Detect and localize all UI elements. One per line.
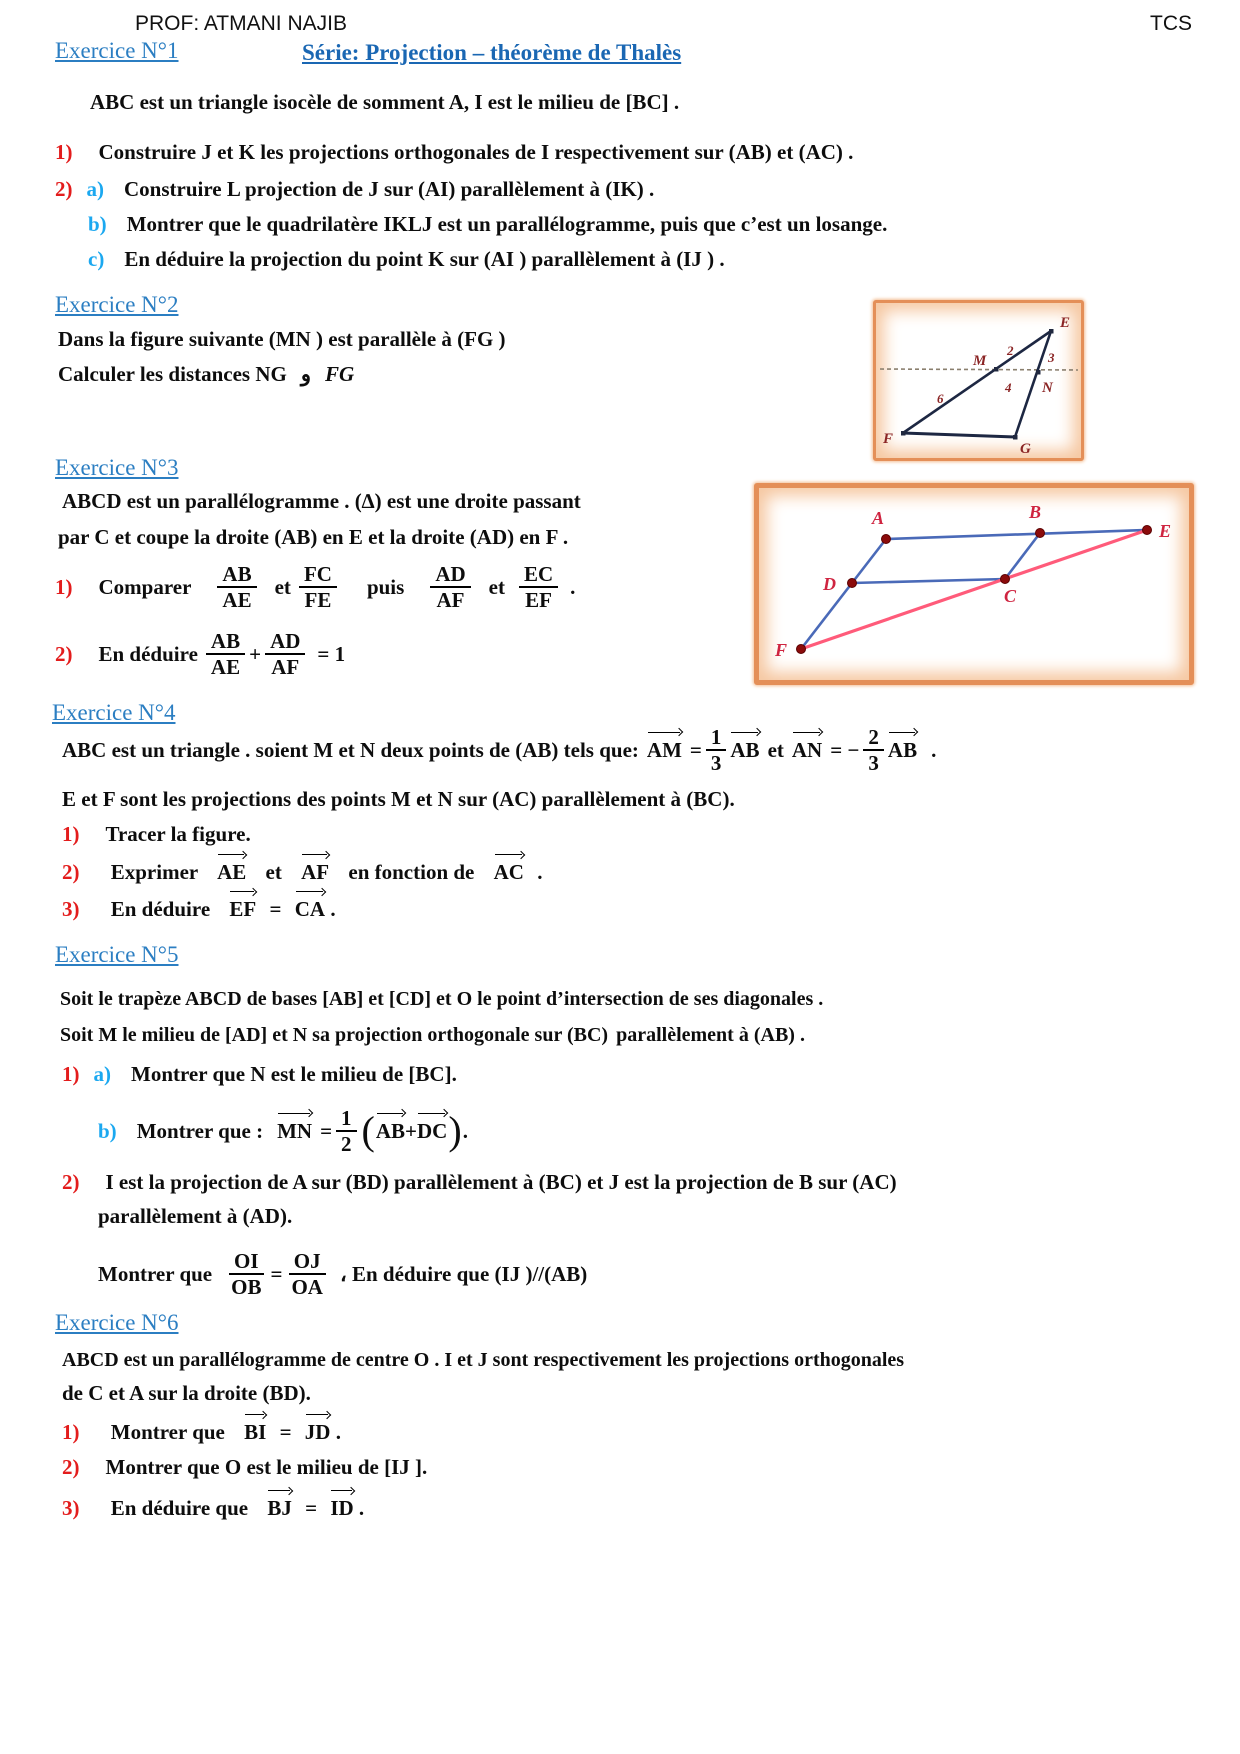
vector-DC: DC (417, 1118, 448, 1143)
ex3-q2-equals: = 1 (317, 641, 346, 666)
vector-AF: AF (301, 860, 330, 884)
ex1-question1 (55, 140, 853, 165)
ex3-parallelogram-figure (759, 488, 1189, 680)
ex3-q1-number: 1) (55, 574, 73, 599)
ex1-question2b (88, 212, 887, 237)
ex6-q3-dot: . (358, 1496, 365, 1520)
ex3-q1-label: Comparer (98, 574, 192, 599)
ex3-question2 (55, 623, 345, 685)
ex5-q3-post: ، En déduire que (IJ )//(AB) (339, 1261, 588, 1286)
ex6-q1-pre: Montrer que (110, 1420, 225, 1444)
ex4-q3-dot: . (330, 897, 336, 921)
fig2-dashed-line-MN (880, 369, 1078, 370)
ex4-q2-pre: Exprimer (110, 860, 198, 884)
ex2-line2-post: FG (325, 362, 355, 386)
ex6-q3-eq: = (305, 1496, 318, 1520)
ex4-intro2: E et F sont les projections des points M et N sur (AC) parallèlement à (BC). (62, 787, 735, 811)
fig3-label-C: C (1004, 586, 1017, 606)
ex2-triangle-figure (876, 303, 1081, 458)
fraction-AB-AE-2: $\frac{AB}{AE}$ (206, 629, 245, 679)
ex4-question1 (62, 822, 251, 847)
fraction-1-3: $\frac{1}{3}$ (706, 725, 727, 775)
fig2-point-N (1036, 370, 1041, 375)
ex5-q1a-text: Montrer que N est le milieu de [BC]. (131, 1062, 457, 1086)
exercise3-heading: Exercice N°3 (55, 455, 179, 480)
ex2-line2 (58, 362, 354, 387)
ex5-q2-number: 2) (62, 1170, 80, 1194)
fig2-side-FE (903, 331, 1051, 433)
ex5-q2-text1: I est la projection de A sur (BD) parallèlement à (BC) et J est la projection de B sur (AC) (105, 1170, 897, 1194)
ex3-q2-plus: + (249, 641, 262, 666)
fraction-EC-EF: $\frac{EC}{EF}$ (519, 562, 558, 612)
vector-JD: JD (304, 1420, 331, 1444)
fig2-point-M (994, 367, 999, 372)
ex5-question1b: b) Montrer que : MN = $\frac{1}{2}$ ( AB + DC ) . (98, 1105, 468, 1156)
fig2-length-MF: 6 (937, 391, 944, 406)
ex6-q3-pre: En déduire que (110, 1496, 249, 1520)
ex1-q2b-letter: b) (88, 212, 107, 236)
fraction-AB-AE: $\frac{AB}{AE}$ (217, 562, 256, 612)
ex4-q3-number: 3) (62, 897, 80, 921)
ex5-intro2-post: parallèlement à (AB) . (616, 1024, 805, 1046)
ex6-question3 (62, 1496, 364, 1521)
ex5-question3 (98, 1242, 587, 1306)
fig2-point-F (901, 431, 906, 436)
fig3-point-C (1001, 575, 1010, 584)
ex4-q3-pre: En déduire (110, 897, 211, 921)
ex3-q1-et1: et (274, 574, 291, 599)
ex1-intro: ABC est un triangle isocèle de somment A, I est le milieu de [BC] . (90, 90, 680, 114)
exercise4-heading: Exercice N°4 (52, 700, 176, 725)
ex3-intro2: par C et coupe la droite (AB) en E et la droite (AD) en F . (58, 525, 569, 549)
ex6-intro2: de C et A sur la droite (BD). (62, 1381, 311, 1405)
ex4-et: et (767, 737, 784, 762)
ex3-q1-et2: et (488, 574, 505, 599)
ex4-intro (62, 722, 936, 778)
fig2-length-EN: 3 (1048, 350, 1055, 365)
fig2-point-G (1013, 435, 1018, 440)
vector-BI: BI (244, 1420, 267, 1444)
fig2-side-FG (903, 433, 1015, 437)
ex4-eq1: = (689, 737, 702, 762)
ex5-question2-line2: parallèlement à (AD). (98, 1204, 293, 1228)
fraction-OJ-OA: $\frac{OJ}{OA}$ (286, 1249, 328, 1299)
fig3-label-F: F (775, 640, 788, 660)
ex5-q1b-eq: = (320, 1118, 333, 1143)
ex5-intro2-pre: Soit M le milieu de [AD] et N sa projection orthogonale sur (BC) (60, 1024, 609, 1046)
ex1-q1-text: Construire J et K les projections orthogonales de I respectivement sur (AB) et (AC) . (98, 140, 854, 164)
fraction-AD-AF: $\frac{AD}{AF}$ (430, 562, 470, 612)
ex6-q1-eq: = (279, 1420, 292, 1444)
fraction-AD-AF-2: $\frac{AD}{AF}$ (265, 629, 305, 679)
ex1-q2-number: 2) (55, 177, 73, 201)
ex3-q2-label: En déduire (98, 641, 198, 666)
fig2-length-MN: 4 (1005, 380, 1012, 395)
ex1-q2c-letter: c) (88, 247, 105, 271)
fraction-1-2: $\frac{1}{2}$ (336, 1106, 357, 1156)
ex2-line2-pre: Calculer les distances NG (58, 362, 287, 386)
waw-conjunction: و (300, 362, 312, 386)
vector-AB: AB (730, 737, 760, 762)
fig3-line-ABE (886, 530, 1147, 539)
vector-AN: AN (791, 737, 823, 762)
ex6-q3-number: 3) (62, 1496, 80, 1520)
ex5-question2-line1 (62, 1170, 897, 1195)
ex5-q1a-letter: a) (93, 1062, 111, 1086)
ex4-intro-dot: . (931, 737, 937, 762)
vector-AC: AC (493, 860, 524, 884)
ex5-intro1: Soit le trapèze ABCD de bases [AB] et [CD] et O le point d’intersection de ses diagonales . (60, 988, 824, 1010)
fig3-point-A (882, 535, 891, 544)
ex5-q1-number: 1) (62, 1062, 80, 1086)
ex1-question2a (55, 177, 654, 202)
ex5-q1b-letter: b) (98, 1118, 117, 1143)
fig2-length-EM: 2 (1007, 343, 1014, 358)
ex1-q2a-text: Construire L projection de J sur (AI) parallèlement à (IK) . (124, 177, 655, 201)
vector-AB-3: AB (375, 1118, 406, 1143)
ex4-question3 (62, 897, 336, 922)
ex5-q1b-pre: Montrer que : (136, 1118, 264, 1143)
ex4-q1-text: Tracer la figure. (105, 822, 251, 846)
ex4-question2 (62, 860, 542, 885)
ex1-q2c-text: En déduire la projection du point K sur (AI ) parallèlement à (IJ ) . (124, 247, 725, 271)
ex4-q2-dot: . (537, 860, 543, 884)
vector-AM: AM (646, 737, 682, 762)
exercise2-heading: Exercice N°2 (55, 292, 179, 317)
vector-AB-2: AB (887, 737, 918, 762)
ex2-line1: Dans la figure suivante (MN ) est parallèle à (FG ) (58, 327, 506, 351)
ex4-q2-mid: en fonction de (348, 860, 475, 884)
fig3-point-D (848, 579, 857, 588)
ex1-question2c (88, 247, 725, 272)
ex1-q2a-letter: a) (86, 177, 104, 201)
ex5-question1a (62, 1062, 457, 1087)
ex4-q2-et: et (265, 860, 282, 884)
ex3-question1 (55, 556, 575, 618)
ex6-intro1: ABCD est un parallélogramme de centre O . I et J sont respectivement les projections orthogonales (62, 1349, 905, 1371)
ex4-q2-number: 2) (62, 860, 80, 884)
fig3-label-A: A (872, 508, 885, 528)
ex1-q1-number: 1) (55, 140, 73, 164)
fig3-point-E (1143, 526, 1152, 535)
vector-BJ: BJ (267, 1496, 292, 1520)
ex5-q1b-dot: . (462, 1118, 468, 1143)
ex5-intro2 (60, 1024, 805, 1047)
fig2-label-N: N (1042, 380, 1053, 396)
exercise6-heading: Exercice N°6 (55, 1310, 179, 1335)
ex6-q2-text: Montrer que O est le milieu de [IJ ]. (105, 1455, 428, 1479)
fig3-point-F (797, 645, 806, 654)
exercise5-heading: Exercice N°5 (55, 942, 179, 967)
ex1-q2b-text: Montrer que le quadrilatère IKLJ est un parallélogramme, puis que c’est un losange. (126, 212, 888, 236)
fig3-label-E: E (1159, 521, 1172, 541)
ex3-intro1: ABCD est un parallélogramme . (∆) est une droite passant (62, 489, 581, 513)
fig2-label-F: F (883, 431, 894, 447)
fig3-label-D: D (823, 574, 836, 594)
ex3-q1-puis: puis (366, 574, 405, 599)
exercise1-heading: Exercice N°1 (55, 38, 179, 63)
vector-ID: ID (330, 1496, 354, 1520)
ex5-q3-eq: = (270, 1261, 283, 1286)
fig2-label-M: M (973, 353, 987, 369)
header-course: TCS (1150, 12, 1192, 35)
vector-EF: EF (229, 897, 257, 921)
fraction-OI-OB: $\frac{OI}{OB}$ (226, 1249, 266, 1299)
fig3-point-B (1036, 529, 1045, 538)
vector-AE: AE (217, 860, 247, 884)
ex4-q3-eq: = (269, 897, 282, 921)
ex5-q1b-plus: + (405, 1118, 418, 1143)
ex6-question1 (62, 1420, 341, 1445)
fig3-side-DC (852, 579, 1005, 583)
ex6-q1-dot: . (335, 1420, 341, 1444)
ex4-eq2: = − (830, 737, 860, 762)
ex3-q1-dot: . (570, 574, 576, 599)
ex6-q2-number: 2) (62, 1455, 80, 1479)
page-title: Série: Projection – théorème de Thalès (302, 40, 682, 65)
fig3-label-B: B (1029, 502, 1042, 522)
fig2-label-E: E (1060, 315, 1071, 331)
header-prof: PROF: ATMANI NAJIB (135, 12, 347, 35)
ex6-question2 (62, 1455, 427, 1480)
figure-exercise3 (754, 483, 1194, 685)
fig2-point-E (1049, 329, 1054, 334)
fraction-FC-FE: $\frac{FC}{FE}$ (299, 562, 337, 612)
ex4-intro-pre: ABC est un triangle . soient M et N deux points de (AB) tels que: (62, 737, 639, 762)
vector-CA: CA (294, 897, 326, 921)
ex5-q3-pre: Montrer que (98, 1261, 213, 1286)
ex6-q1-number: 1) (62, 1420, 80, 1444)
fig3-line-FCE-delta (801, 530, 1147, 649)
ex4-q1-number: 1) (62, 822, 80, 846)
fig2-label-G: G (1020, 441, 1031, 457)
vector-MN: MN (277, 1118, 313, 1143)
figure-exercise2 (873, 300, 1084, 461)
ex3-q2-number: 2) (55, 641, 73, 666)
fraction-2-3: $\frac{2}{3}$ (863, 725, 884, 775)
fig3-line-ADF (801, 539, 886, 649)
